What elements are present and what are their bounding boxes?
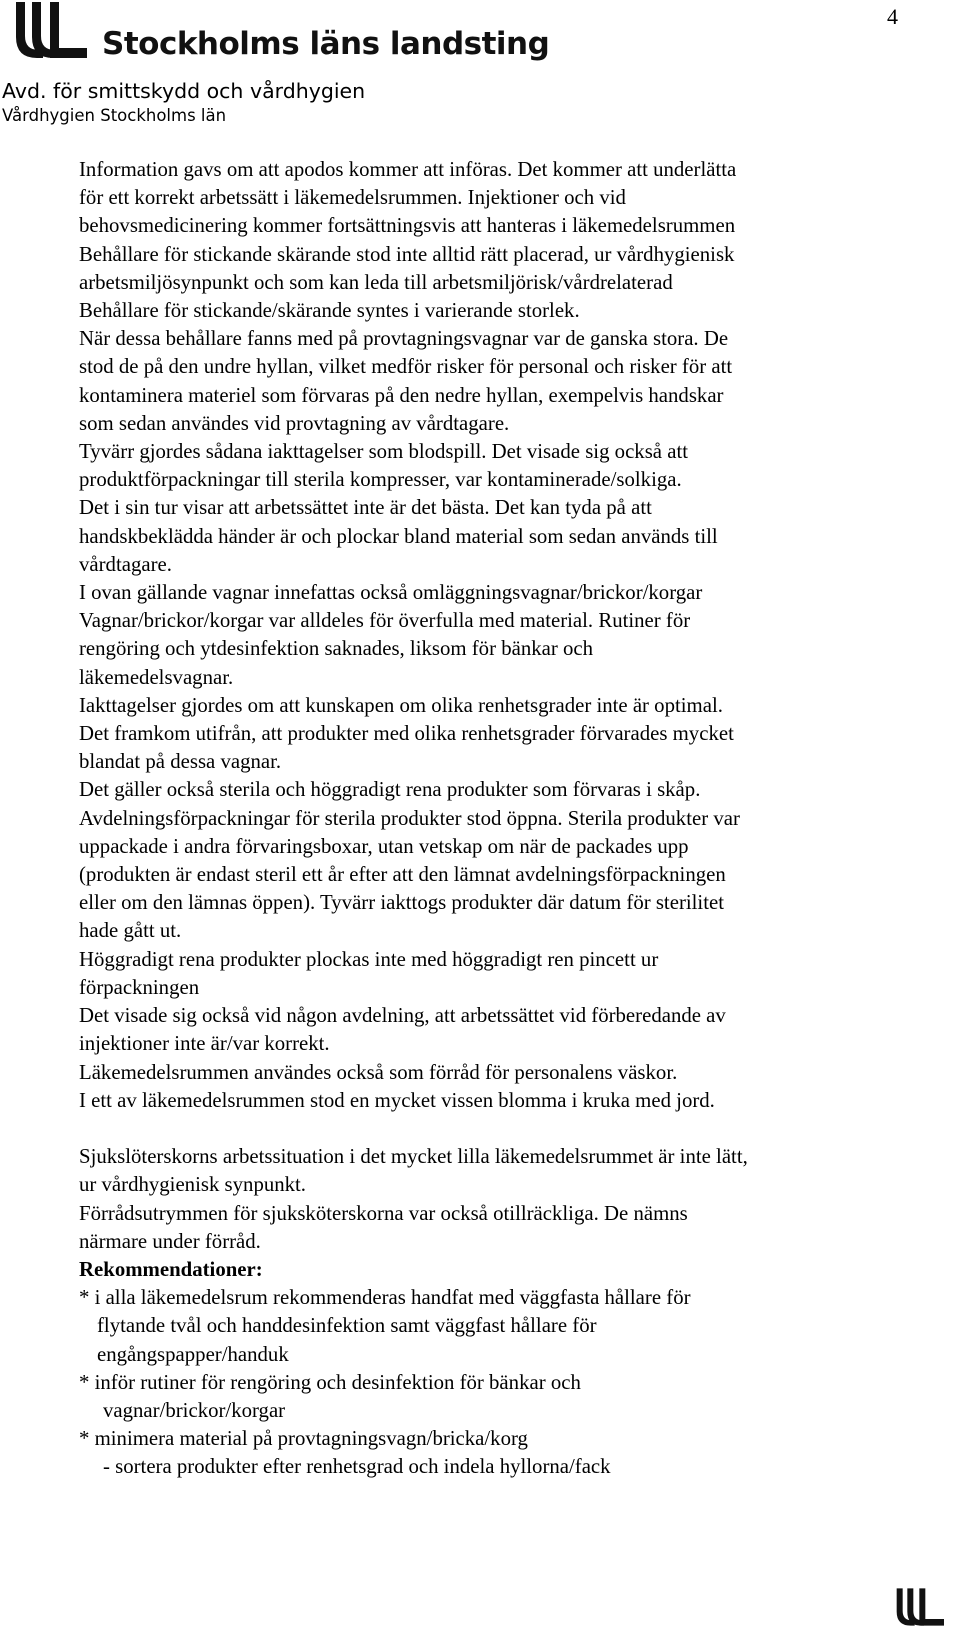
body-line: Iakttagelser gjordes om att kunskapen om olika renhetsgrader inte är optimal. [79,693,723,717]
sll-logo-icon [10,0,92,60]
recommendation-item-cont: flytande tvål och handdesinfektion samt väggfast hållare för [97,1314,597,1338]
body-line: Behållare för stickande skärande stod inte alltid rätt placerad, ur vårdhygienisk [79,242,735,266]
blank-line [79,1115,939,1143]
body-line: I ett av läkemedelsrummen stod en mycket vissen blomma i kruka med jord. [79,1088,715,1112]
document-body [79,156,939,1482]
department-name: Avd. för smittskydd och vårdhygien [2,79,366,103]
body-line: ur vårdhygienisk synpunkt. [79,1173,307,1197]
recommendations-heading: Rekommendationer: [79,1257,263,1281]
body-line: kontaminera materiel som förvaras på den nedre hyllan, exempelvis handskar [79,383,724,407]
body-line: arbetsmiljösynpunkt och som kan leda till arbetsmiljörisk/vårdrelaterad [79,270,673,294]
body-line: eller om den lämnas öppen). Tyvärr iakttogs produkter där datum för sterilitet [79,891,724,915]
body-line: stod de på den undre hyllan, vilket medför risker för personal och risker för att [79,355,733,379]
footer-sll-logo-icon [890,1587,950,1627]
body-line: som sedan användes vid provtagning av vårdtagare. [79,411,510,435]
body-line: Tyvärr gjordes sådana iakttagelser som blodspill. Det visade sig också att [79,440,689,464]
body-line: Det i sin tur visar att arbetssättet inte är det bästa. Det kan tyda på att [79,496,652,520]
header-logo [10,0,550,80]
body-line: behovsmedicinering kommer fortsättningsvis att hanteras i läkemedelsrummen [79,214,736,238]
body-line: (produkten är endast steril ett år efter att den lämnat avdelningsförpackningen [79,863,726,887]
body-line: för ett korrekt arbetssätt i läkemedelsrummen. Injektioner och vid [79,186,626,210]
body-line: rengöring och ytdesinfektion saknades, liksom för bänkar och [79,637,594,661]
org-name: Stockholms läns landsting [102,26,550,62]
body-line: Det visade sig också vid någon avdelning, att arbetssättet vid förberedande av [79,1004,726,1028]
body-line: injektioner inte är/var korrekt. [79,1032,330,1056]
body-line: uppackade i andra förvaringsboxar, utan vetskap om när de packades upp [79,834,689,858]
body-line: Höggradigt rena produkter plockas inte med höggradigt ren pincett ur [79,947,659,971]
recommendation-item-cont: engångspapper/handuk [97,1342,289,1366]
body-line: blandat på dessa vagnar. [79,750,282,774]
body-line: I ovan gällande vagnar innefattas också omläggningsvagnar/brickor/korgar [79,581,703,605]
recommendation-subitem: - sortera produkter efter renhetsgrad och indela hyllorna/fack [103,1455,611,1479]
body-line: produktförpackningar till sterila kompresser, var kontaminerade/solkiga. [79,468,682,492]
body-line: Förrådsutrymmen för sjuksköterskorna var också otillräckliga. De nämns [79,1201,688,1225]
body-line: Information gavs om att apodos kommer att införas. Det kommer att underlätta [79,158,737,181]
body-line: läkemedelsvagnar. [79,665,234,689]
body-line: Vagnar/brickor/korgar var alldeles för överfulla med material. Rutiner för [79,609,691,633]
body-line: handskbeklädda händer är och plockar bland material som sedan används till [79,524,718,548]
recommendation-item: * inför rutiner för rengöring och desinfektion för bänkar och [79,1370,581,1394]
subdepartment-name: Vårdhygien Stockholms län [2,106,227,125]
body-line: förpackningen [79,975,200,999]
body-line: Läkemedelsrummen användes också som förråd för personalens väskor. [79,1060,678,1084]
body-line: Det gäller också sterila och höggradigt rena produkter som förvaras i skåp. [79,778,701,802]
body-line: När dessa behållare fanns med på provtagningsvagnar var de ganska stora. De [79,327,729,351]
body-line: närmare under förråd. [79,1229,261,1253]
recommendation-item: * minimera material på provtagningsvagn/bricka/korg [79,1427,528,1451]
recommendation-item: * i alla läkemedelsrum rekommenderas handfat med väggfasta hållare för [79,1286,691,1310]
page-number: 4 [887,4,898,29]
body-line: Sjukslöterskorns arbetssituation i det mycket lilla läkemedelsrummet är inte lätt, [79,1145,748,1169]
body-line: Avdelningsförpackningar för sterila produkter stod öppna. Sterila produkter var [79,806,740,830]
body-line: Behållare för stickande/skärande syntes i varierande storlek. [79,299,580,323]
recommendation-item-cont: vagnar/brickor/korgar [103,1398,286,1422]
body-line: vårdtagare. [79,552,172,576]
body-line: Det framkom utifrån, att produkter med olika renhetsgrader förvarades mycket [79,722,734,746]
body-line: hade gått ut. [79,919,182,943]
